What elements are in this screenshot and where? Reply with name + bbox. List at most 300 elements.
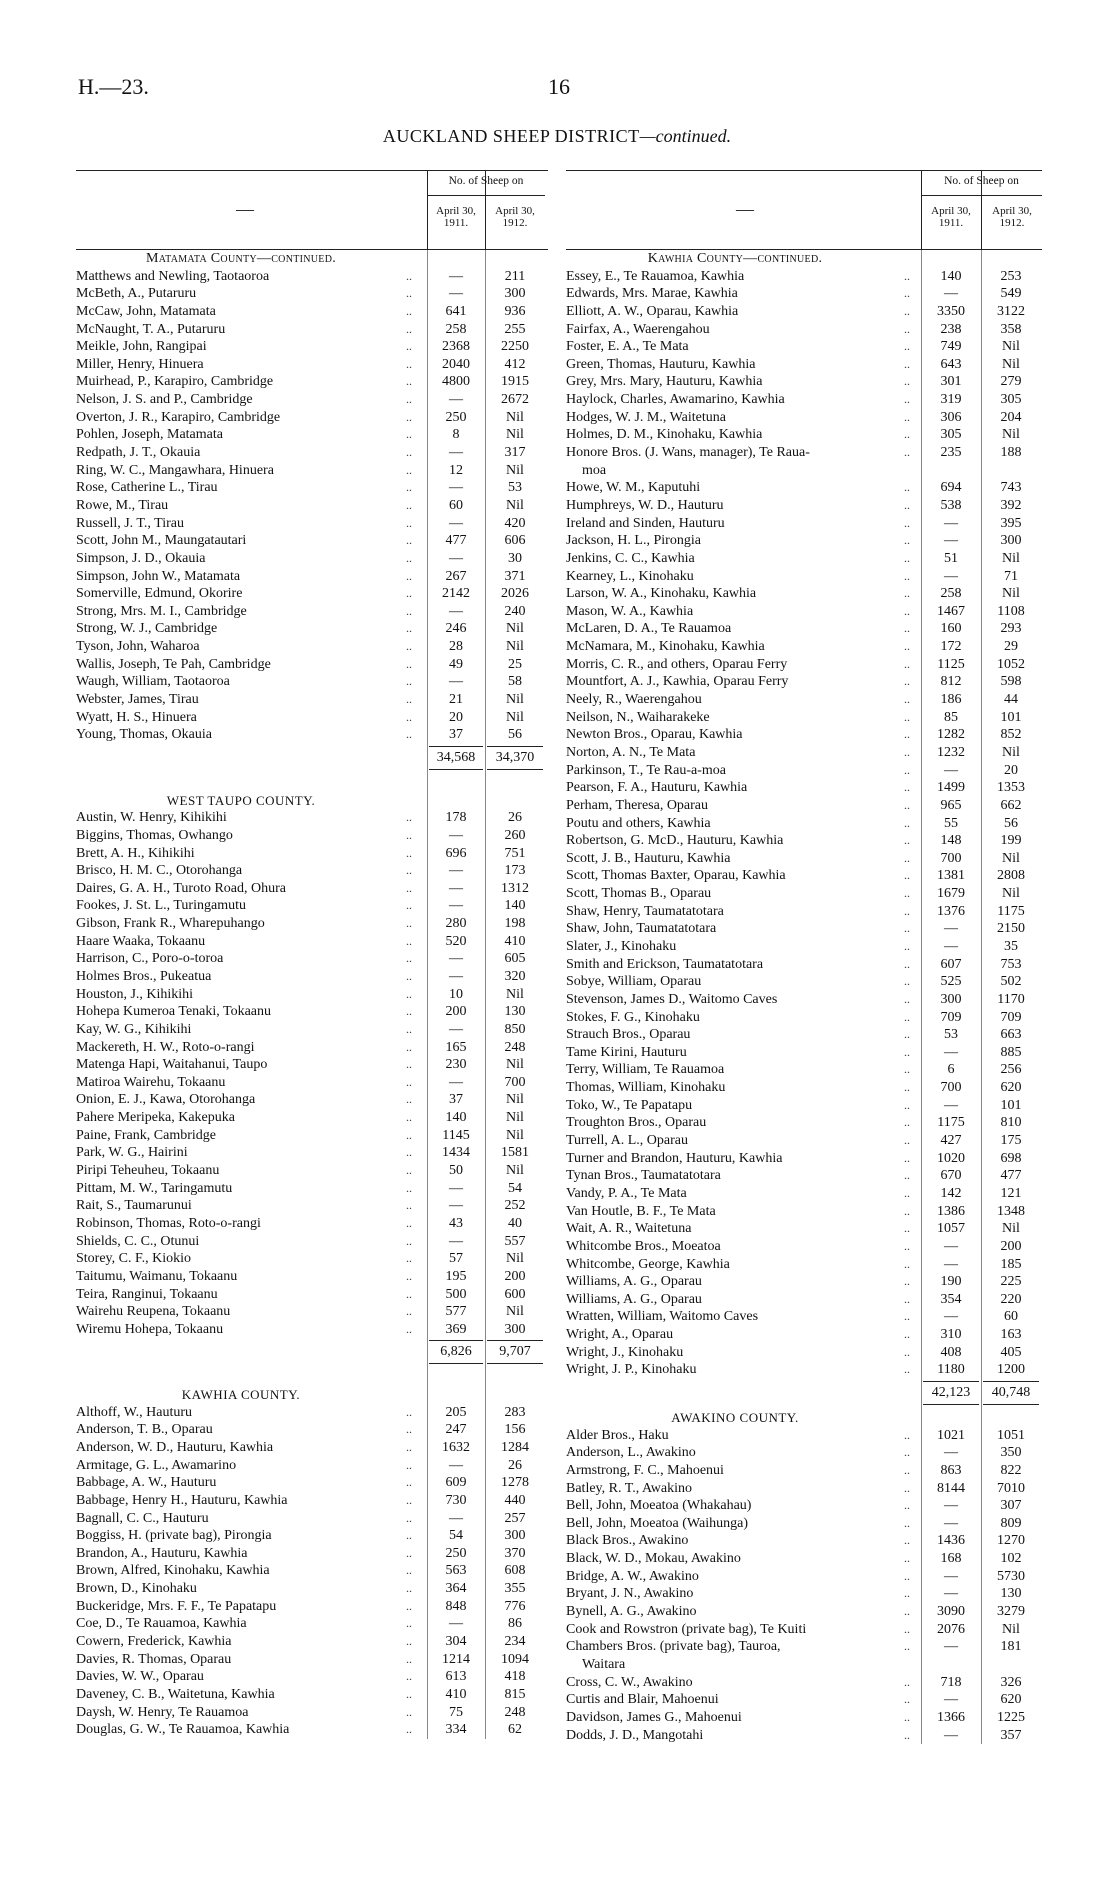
sheep-1912: 60 [1004,1309,1018,1325]
sheep-1911: 709 [940,1009,962,1025]
sheep-1912: Nil [506,1304,524,1320]
table-row [566,920,1042,938]
sheep-1912: 852 [1000,727,1022,743]
table-row [76,1704,548,1722]
sheep-1911: — [449,392,463,408]
sheep-1912: 25 [508,656,522,672]
table-row [566,1114,1042,1132]
table-row [566,850,1042,868]
sheep-1911: — [944,1445,958,1461]
sheep-1911: — [449,1021,463,1037]
leader-dots: .. [904,1327,910,1342]
owner-name: Waugh, William, Taotaoroa [76,674,230,690]
sheep-1911: 1282 [937,727,965,743]
sheep-1911: 1214 [442,1651,470,1667]
owner-name: Toko, W., Te Papatapu [566,1097,693,1113]
sheep-1912: 283 [504,1404,526,1420]
table-row [76,568,548,586]
owner-name: Pittam, M. W., Taringamutu [76,1180,233,1196]
owner-name: Young, Thomas, Okauia [76,727,212,743]
sheep-1911: 310 [940,1327,962,1343]
sheep-1911: 168 [940,1551,962,1567]
table-row [566,1727,1042,1745]
owner-name: Stevenson, James D., Waitomo Caves [566,991,778,1007]
owner-name: Green, Thomas, Hauturu, Kawhia [566,356,756,372]
owner-name: Simpson, John W., Matamata [76,568,241,584]
sheep-1912: Nil [506,1057,524,1073]
table-row [566,1308,1042,1326]
table-row [76,915,548,933]
owner-name: McNamara, M., Kinohaku, Kawhia [566,639,765,655]
county-heading [76,250,548,268]
column-rule [427,250,428,1739]
table-row [566,409,1042,427]
total-row [76,1338,548,1368]
sheep-1911: 6,826 [429,1340,483,1364]
sheep-1911: 334 [445,1722,467,1738]
column-rule [981,250,982,1744]
right-rows [566,250,1042,1744]
sheep-1911: 410 [445,1686,467,1702]
sheep-1912: 320 [504,968,526,984]
sheep-1912: 234 [504,1634,526,1650]
leader-dots: .. [406,951,412,966]
sheep-1912: 2672 [501,392,529,408]
sheep-1911: — [944,286,958,302]
table-row [76,709,548,727]
owner-name: Babbage, Henry H., Hauturu, Kawhia [76,1492,288,1508]
leader-dots: .. [406,916,412,931]
leader-dots: .. [904,1709,910,1724]
sheep-1912: 300 [504,1321,526,1337]
sheep-1912: 420 [504,515,526,531]
sheep-1912: Nil [1002,1221,1020,1237]
table-row [566,1167,1042,1185]
sheep-1912: 822 [1000,1462,1022,1478]
table-row [76,1580,548,1598]
sheep-1912: 163 [1000,1327,1022,1343]
table-row [76,1492,548,1510]
sheep-1912: 175 [1000,1133,1022,1149]
table-row [76,1144,548,1162]
table-row [76,1510,548,1528]
sheep-1911: — [944,1727,958,1743]
table-row [566,762,1042,780]
leader-dots: .. [406,568,412,583]
table-row [76,1268,548,1286]
leader-dots: .. [406,586,412,601]
sheep-1912: 198 [504,916,526,932]
sheep-1911: 28 [449,639,463,655]
owner-name: Daires, G. A. H., Turoto Road, Ohura [76,880,286,896]
sheep-1912: Nil [506,1251,524,1267]
page-number: 16 [548,74,570,99]
sheep-1911: — [449,286,463,302]
leader-dots: .. [406,1492,412,1507]
sheep-1912: 40,748 [983,1381,1039,1405]
sheep-1912: 392 [1000,497,1022,513]
leader-dots: .. [904,568,910,583]
owner-name: Rowe, M., Tirau [76,497,169,513]
sheep-1911: — [944,1309,958,1325]
sheep-1911: 1180 [937,1362,965,1378]
sheep-1911: 500 [445,1286,467,1302]
sheep-1912: 1581 [501,1145,529,1161]
county-heading [76,792,548,810]
sheep-1912: 200 [504,1268,526,1284]
owner-name: Jenkins, C. C., Kawhia [566,550,695,566]
sheep-1911: 300 [940,991,962,1007]
table-row [566,497,1042,515]
owner-name: Ireland and Sinden, Hauturu [566,515,725,531]
sheep-1912: 477 [1000,1168,1022,1184]
leader-dots: .. [406,1039,412,1054]
table-row [76,1180,548,1198]
sheep-1911: 848 [445,1598,467,1614]
leader-dots: .. [406,409,412,424]
owner-name: Mackereth, H. W., Roto-o-rangi [76,1039,255,1055]
owner-name: Essey, E., Te Rauamoa, Kawhia [566,268,745,284]
owner-name: Mason, W. A., Kawhia [566,603,694,619]
owner-name: Foster, E. A., Te Mata [566,339,689,355]
table-row [566,1568,1042,1586]
owner-name: Overton, J. R., Karapiro, Cambridge [76,409,281,425]
sheep-1911: 1436 [937,1533,965,1549]
sheep-1911: 577 [445,1304,467,1320]
table-row [76,1250,548,1268]
sheep-1912: 557 [504,1233,526,1249]
sheep-1912: 605 [504,951,526,967]
table-row [76,656,548,674]
table-row [76,933,548,951]
county-heading [76,1386,548,1404]
sheep-1911: — [944,568,958,584]
sheep-1911: 172 [940,639,962,655]
leader-dots: .. [904,1044,910,1059]
sheep-1911: — [449,880,463,896]
leader-dots: .. [406,986,412,1001]
table-row [566,1256,1042,1274]
title-continued: —continued. [639,126,732,146]
title-main: AUCKLAND SHEEP DISTRICT [382,126,640,146]
sheep-1912: 2150 [997,921,1025,937]
sheep-1912: 620 [1000,1692,1022,1708]
table-header [76,170,548,250]
sheep-1911: — [449,1180,463,1196]
leader-dots: .. [904,445,910,460]
table-row [566,1185,1042,1203]
owner-name: Brown, D., Kinohaku [76,1581,197,1597]
table-row [566,797,1042,815]
owner-name: Jackson, H. L., Pirongia [566,533,701,549]
owner-name: Brown, Alfred, Kinohaku, Kawhia [76,1563,270,1579]
table-row [76,968,548,986]
sheep-1911: 700 [940,1080,962,1096]
sheep-1912: Nil [1002,586,1020,602]
sheep-1911: — [449,863,463,879]
sheep-1911: 538 [940,497,962,513]
owner-name: Buckeridge, Mrs. F. F., Te Papatapu [76,1598,277,1614]
table-row [76,497,548,515]
sheep-1911: — [449,674,463,690]
table-row [76,303,548,321]
sheep-1912: 44 [1004,692,1018,708]
sheep-1912: Nil [1002,1621,1020,1637]
sheep-1911: — [449,827,463,843]
sheep-1912: 307 [1000,1498,1022,1514]
sheep-1912: 810 [1000,1115,1022,1131]
sheep-1911: — [449,603,463,619]
sheep-1912: Nil [506,1092,524,1108]
sheep-1911: 1175 [937,1115,965,1131]
sheep-1912: Nil [1002,850,1020,866]
sheep-1911: 42,123 [923,1381,979,1405]
table-row [76,462,548,480]
table-row [566,620,1042,638]
table-row [76,950,548,968]
sheep-1911: — [944,921,958,937]
leader-dots: .. [904,1221,910,1236]
county-name: Kawhia County—continued. [647,251,823,266]
table-row [76,691,548,709]
leader-dots: .. [406,1321,412,1336]
sheep-1911: 718 [940,1674,962,1690]
owner-name: Bell, John, Moeatoa (Whakahau) [566,1498,752,1514]
owner-name: Teira, Ranginui, Tokaanu [76,1286,218,1302]
owner-name: Brisco, H. M. C., Otorohanga [76,863,243,879]
sheep-1911: 305 [940,427,962,443]
sheep-1912: 62 [508,1722,522,1738]
leader-dots: .. [904,903,910,918]
leader-dots: .. [406,1251,412,1266]
owner-name: Shaw, John, Taumatatotara [566,921,717,937]
table-row [76,550,548,568]
sheep-1911: — [449,951,463,967]
sheep-1912: 56 [1004,815,1018,831]
leader-dots: .. [904,815,910,830]
sheep-1911: — [944,1568,958,1584]
owner-name: McCaw, John, Matamata [76,303,216,319]
owner-name: Somerville, Edmund, Okorire [76,586,243,602]
owner-name: Mountfort, A. J., Kawhia, Oparau Ferry [566,674,789,690]
table-row [76,1286,548,1304]
owner-name: Pohlen, Joseph, Matamata [76,427,223,443]
sheep-1911: 37 [449,727,463,743]
sheep-1911: 1381 [937,868,965,884]
owner-name: Coe, D., Te Rauamoa, Kawhia [76,1616,247,1632]
table-row [566,867,1042,885]
leader-dots: .. [904,1568,910,1583]
sheep-1912: 58 [508,674,522,690]
table-row [76,1545,548,1563]
leader-dots: .. [406,497,412,512]
sheep-1911: 1057 [937,1221,965,1237]
sheep-1912: 2026 [501,586,529,602]
sheep-1912: 600 [504,1286,526,1302]
sheep-1912: 260 [504,827,526,843]
sheep-1911: 140 [940,268,962,284]
owner-name: Honore Bros. (J. Wans, manager), Te Raua- [566,445,810,461]
table-row [76,285,548,303]
leader-dots: .. [904,339,910,354]
owner-name: Armstrong, F. C., Mahoenui [566,1462,724,1478]
owner-name: Cross, C. W., Awakino [566,1674,693,1690]
sheep-1911: 280 [445,916,467,932]
owner-name: Williams, A. G., Oparau [566,1291,702,1307]
owner-name: Black, W. D., Mokau, Awakino [566,1551,741,1567]
owner-name: Holmes, D. M., Kinohaku, Kawhia [566,427,763,443]
sheep-1911: — [449,550,463,566]
owner-name: Kearney, L., Kinohaku [566,568,694,584]
owner-name: Norton, A. N., Te Mata [566,744,696,760]
table-row [566,779,1042,797]
owner-name: Wyatt, H. S., Hinuera [76,709,197,725]
leader-dots: .. [406,603,412,618]
leader-dots: .. [406,656,412,671]
right-column [566,170,1042,1744]
sheep-1912: 53 [508,480,522,496]
leader-dots: .. [904,991,910,1006]
leader-dots: .. [406,639,412,654]
owner-name: Whitcombe Bros., Moeatoa [566,1238,721,1254]
leader-dots: .. [904,286,910,301]
leader-dots: .. [904,1462,910,1477]
owner-name: Daveney, C. B., Waitetuna, Kawhia [76,1686,275,1702]
sheep-1911: — [944,1692,958,1708]
table-row [76,845,548,863]
leader-dots: .. [406,303,412,318]
leader-dots: .. [904,1203,910,1218]
col-1912-header: April 30, 1912. [992,205,1032,229]
table-row [566,1026,1042,1044]
owner-name: Newton Bros., Oparau, Kawhia [566,727,743,743]
owner-name: Whitcombe, George, Kawhia [566,1256,730,1272]
sheep-1912: Nil [1002,356,1020,372]
table-row [76,1686,548,1704]
sheep-1912: 9,707 [487,1340,543,1364]
sheep-1911: 427 [940,1133,962,1149]
sheep-1911: — [944,1639,958,1655]
table-row [76,1109,548,1127]
owner-name: Wait, A. R., Waitetuna [566,1221,692,1237]
owner-name: Harrison, C., Poro-o-toroa [76,951,224,967]
leader-dots: .. [406,356,412,371]
sheep-1912: 1094 [501,1651,529,1667]
sheep-1911: 60 [449,497,463,513]
leader-dots: .. [904,833,910,848]
owner-name: Daysh, W. Henry, Te Rauamoa [76,1704,249,1720]
leader-dots: .. [406,392,412,407]
sheep-1911: 51 [944,550,958,566]
leader-dots: .. [406,374,412,389]
sheep-1912: 200 [1000,1238,1022,1254]
sheep-1911: 49 [449,656,463,672]
leader-dots: .. [904,497,910,512]
sheep-1912: Nil [1002,550,1020,566]
owner-name: Bell, John, Moeatoa (Waihunga) [566,1515,748,1531]
sheep-1912: 173 [504,863,526,879]
table-row [76,880,548,898]
sheep-1911: — [944,1498,958,1514]
sheep-1912: 101 [1000,1097,1022,1113]
sheep-1912: 1052 [997,656,1025,672]
leader-dots: .. [904,1639,910,1654]
table-row [566,1344,1042,1362]
leader-dots: .. [904,1692,910,1707]
leader-dots: .. [406,933,412,948]
table-row [76,1303,548,1321]
owner-name: Bynell, A. G., Awakino [566,1604,697,1620]
leader-dots: .. [904,1604,910,1619]
leader-dots: .. [406,1634,412,1649]
leader-dots: .. [904,1445,910,1460]
owner-name: Simpson, J. D., Okauia [76,550,206,566]
sheep-1912: Nil [506,462,524,478]
table-row [76,1215,548,1233]
sheep-1911: — [944,1256,958,1272]
leader-dots: .. [904,409,910,424]
sheep-1911: 54 [449,1528,463,1544]
table-row [566,1361,1042,1379]
table-row [76,1562,548,1580]
table-row [566,356,1042,374]
sheep-1911: 1499 [937,780,965,796]
sheep-1912: Nil [1002,744,1020,760]
leader-dots: .. [904,1027,910,1042]
table-row [566,285,1042,303]
table-row [76,620,548,638]
table-row [76,1615,548,1633]
leader-dots: .. [904,1515,910,1530]
owner-name: Pahere Meripeka, Kakepuka [76,1110,235,1126]
sheep-1911: — [944,1515,958,1531]
table-row [566,515,1042,533]
leader-dots: .. [904,303,910,318]
sheep-1911: 1386 [937,1203,965,1219]
owner-name: Armitage, G. L., Awamarino [76,1457,237,1473]
table-row [76,391,548,409]
table-row [566,973,1042,991]
leader-dots: .. [406,1404,412,1419]
leader-dots: .. [904,1427,910,1442]
table-row [566,673,1042,691]
sheep-1911: 3090 [937,1604,965,1620]
owner-name: Biggins, Thomas, Owhango [76,827,233,843]
leader-dots: .. [406,1092,412,1107]
leader-dots: .. [904,1621,910,1636]
table-row [566,1480,1042,1498]
owner-name: Pearson, F. A., Hauturu, Kawhia [566,780,748,796]
owner-name: Thomas, William, Kinohaku [566,1080,726,1096]
owner-name: Davies, R. Thomas, Oparau [76,1651,232,1667]
sheep-1911: — [944,1238,958,1254]
leader-dots: .. [406,1616,412,1631]
sheep-1912: 1200 [997,1362,1025,1378]
leader-dots: .. [406,863,412,878]
sheep-1912: 608 [504,1563,526,1579]
owner-name: Morris, C. R., and others, Oparau Ferry [566,656,788,672]
owner-name: Shaw, Henry, Taumatatotara [566,903,724,919]
sheep-1912: 350 [1000,1445,1022,1461]
sheep-1912: 102 [1000,1551,1022,1567]
owner-name: Perham, Theresa, Oparau [566,797,709,813]
leader-dots: .. [904,692,910,707]
leader-dots: .. [904,550,910,565]
leader-dots: .. [904,374,910,389]
table-row [76,862,548,880]
leader-dots: .. [406,1563,412,1578]
sheep-1911: 1679 [937,886,965,902]
